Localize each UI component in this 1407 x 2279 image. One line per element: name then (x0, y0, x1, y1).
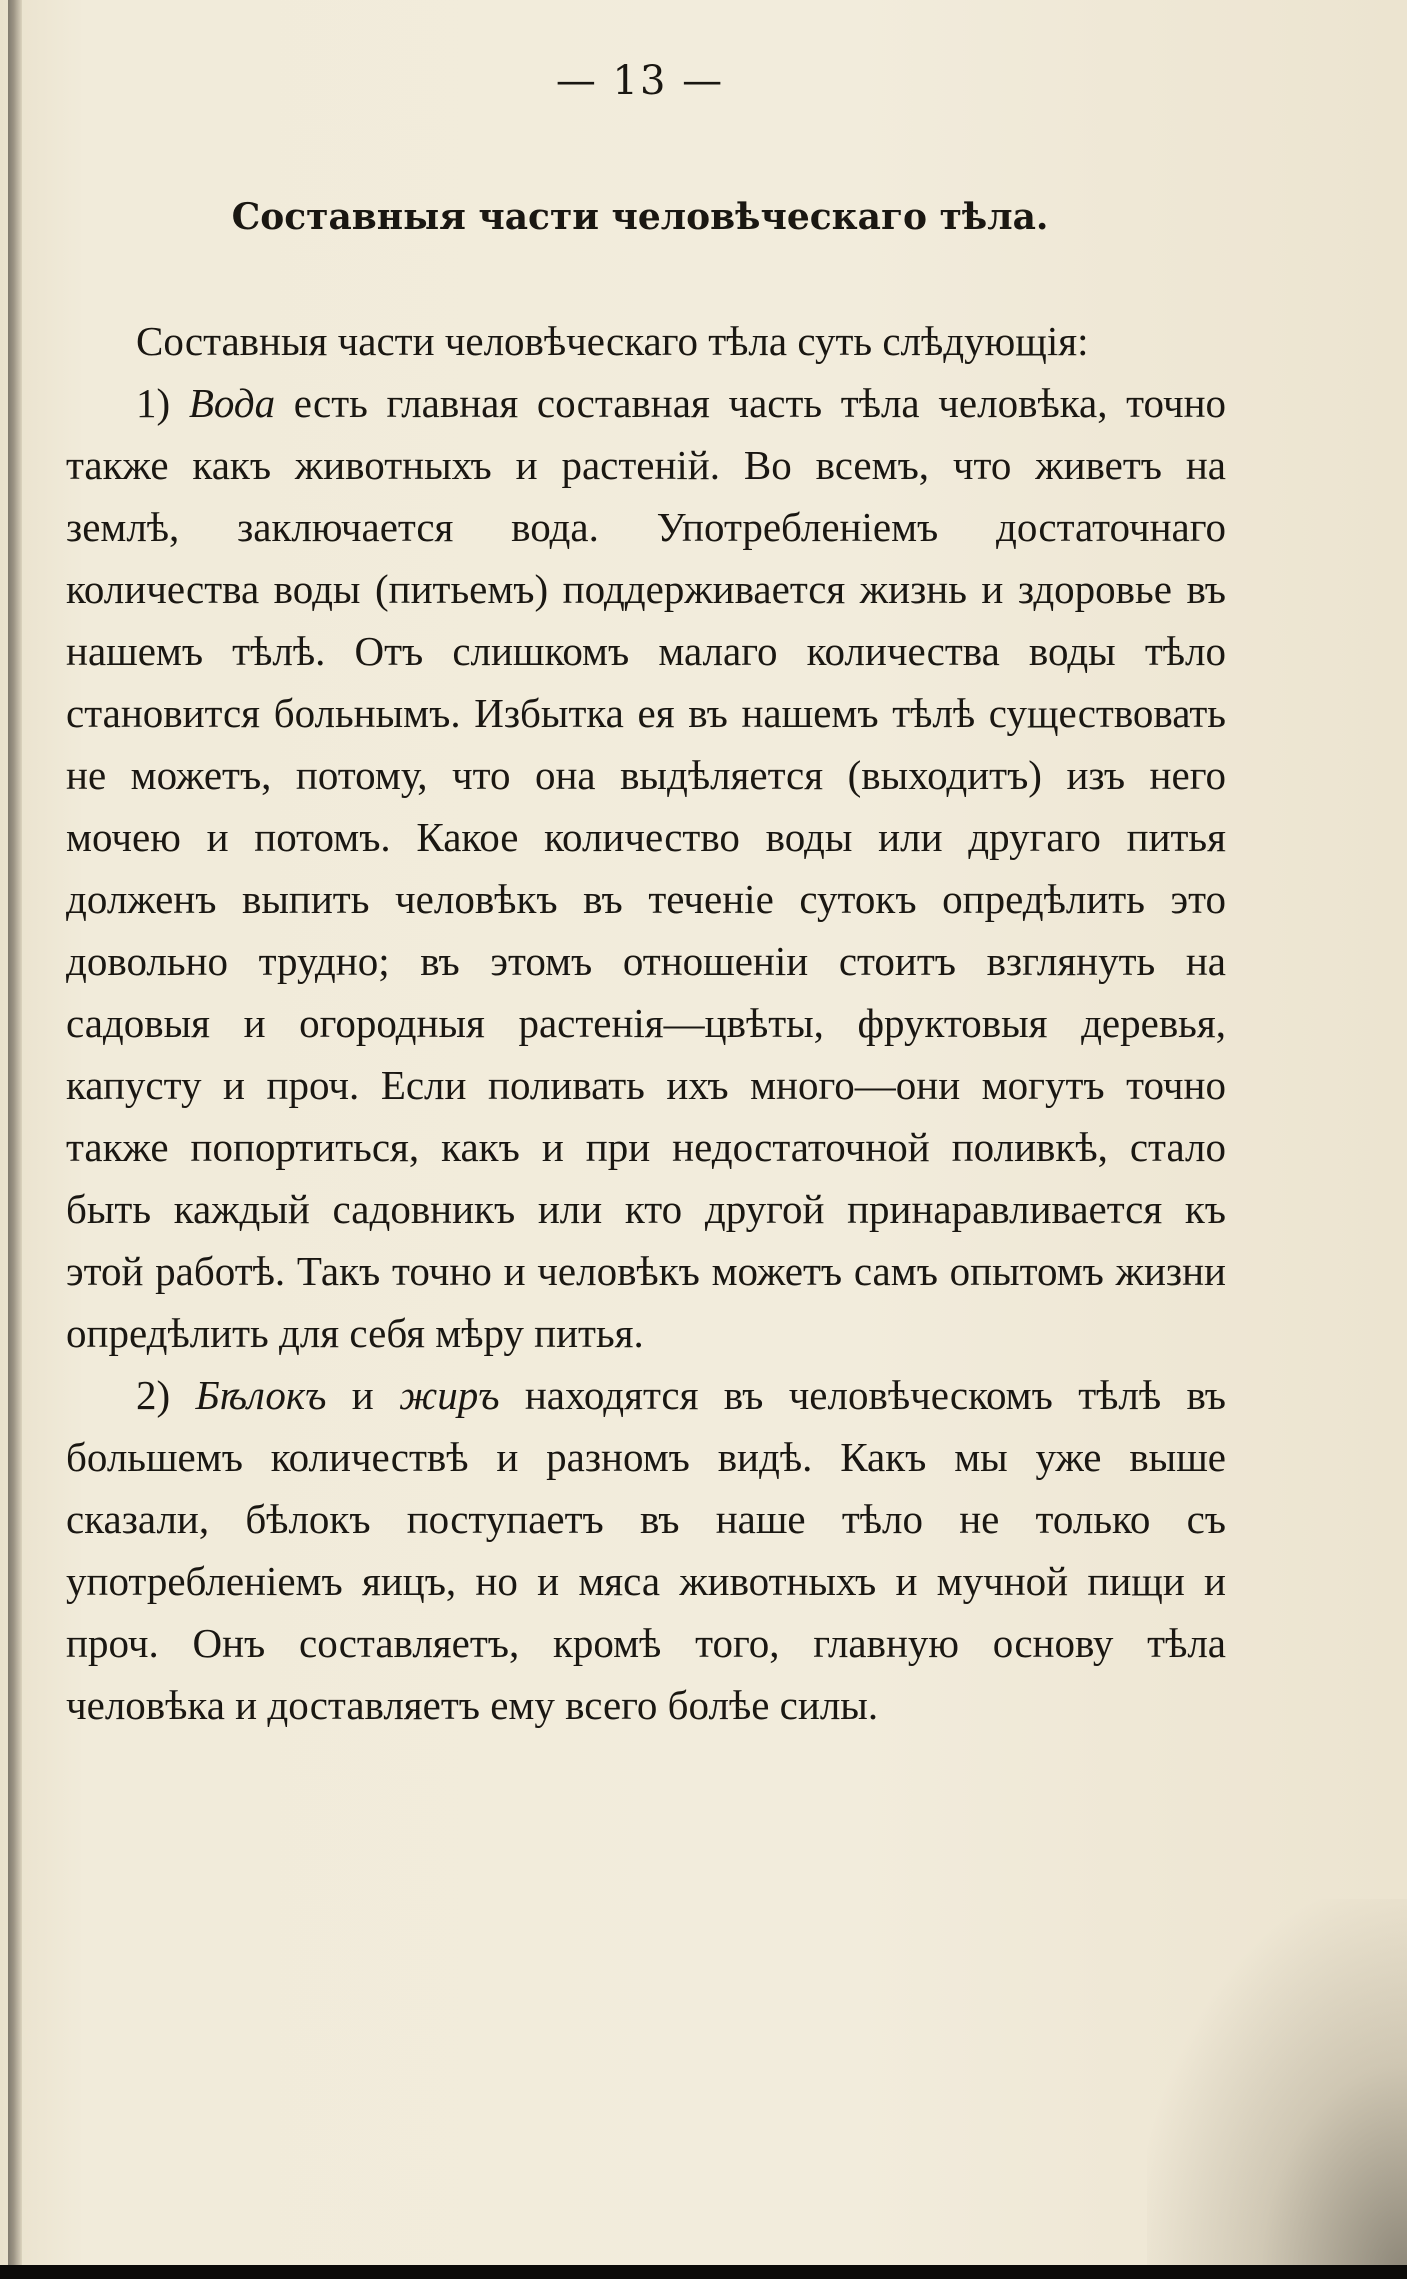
item-2-term2: жиръ (399, 1372, 500, 1418)
item-1-paragraph (66, 372, 1226, 1364)
item-2-paragraph (66, 1364, 1226, 1736)
item-2-conjunction: и (351, 1372, 374, 1418)
item-1-term: Вода (188, 380, 276, 426)
section-heading: Составныя части человѣческаго тѣла. (231, 196, 1049, 238)
page-spine-shadow (8, 0, 22, 2279)
item-2-term: Бѣлокъ (195, 1372, 327, 1418)
item-1-text: есть главная составная часть тѣла человѣка, точно также какъ животныхъ и растеній. Во всемъ, что живетъ на землѣ, заключается вода. Употребленіемъ достаточнаго количества воды (питьемъ) поддерживается жизнь и здоровье въ нашемъ тѣлѣ. Отъ слишкомъ малаго количества воды тѣло становится больнымъ. Избытка ея въ нашемъ тѣлѣ существовать не можетъ, потому, что она выдѣляется (выходитъ) изъ него мочею и потомъ. Какое количество воды или другаго питья долженъ выпить человѣкъ въ теченіе сутокъ опредѣлить это довольно трудно; въ этомъ отношеніи стоитъ взглянуть на садовыя и огородныя растенія—цвѣты, фруктовыя деревья, капусту и проч. Если поливать ихъ много—они могутъ точно также попортиться, какъ и при недостаточной поливкѣ, стало быть каждый садовникъ или кто другой принаравливается къ этой работѣ. Такъ точно и человѣкъ можетъ самъ опытомъ жизни опредѣлить для себя мѣру питья. (66, 380, 1227, 1356)
item-2-text: находятся въ человѣческомъ тѣлѣ въ большемъ количествѣ и разномъ видѣ. Какъ мы уже выше сказали, бѣлокъ поступаетъ въ наше тѣло не только съ употребленіемъ яицъ, но и мяса животныхъ и мучной пищи и проч. Онъ составляетъ, кромѣ того, главную основу тѣла человѣка и доставляетъ ему всего болѣе силы. (66, 1372, 1226, 1728)
body-text (66, 310, 1226, 1736)
intro-paragraph: Составныя части человѣческаго тѣла суть слѣдующія: (136, 318, 1089, 364)
corner-stain (1147, 1899, 1407, 2279)
item-1-number: 1) (136, 380, 171, 426)
item-2-number: 2) (136, 1372, 171, 1418)
page-number: — 13 — (555, 58, 725, 104)
scan-bottom-edge (0, 2265, 1407, 2279)
